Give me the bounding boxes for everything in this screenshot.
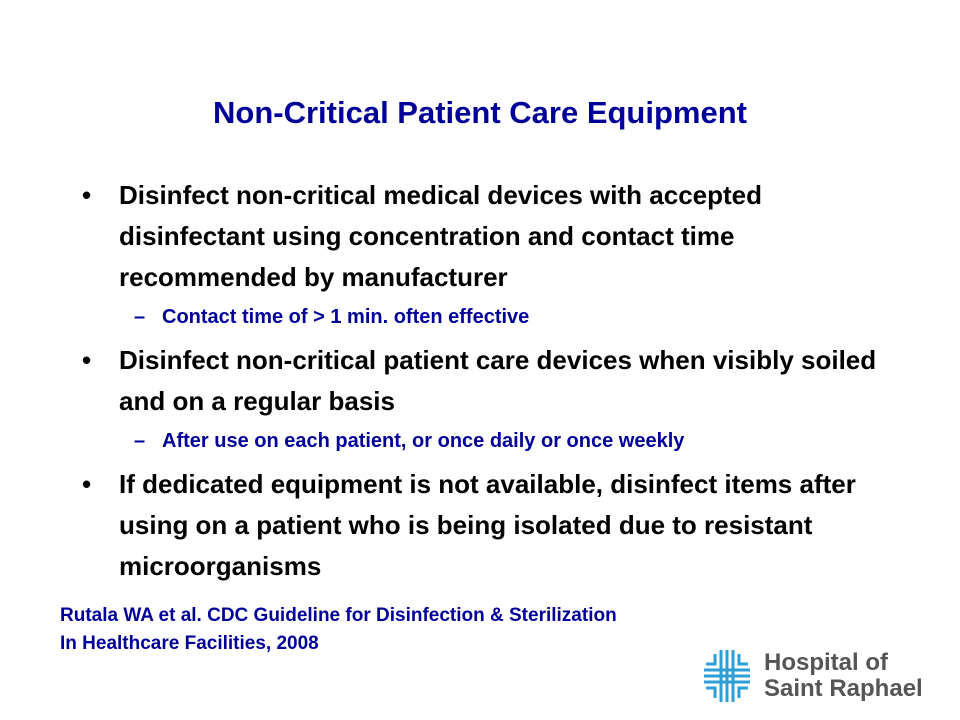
bullet-item xyxy=(82,340,882,422)
bullet-item xyxy=(82,175,882,298)
slide-title: Non-Critical Patient Care Equipment xyxy=(213,95,747,130)
citation-line-2: In Healthcare Facilities, 2008 xyxy=(60,633,319,654)
sub-bullet-marker: – xyxy=(134,430,146,452)
logo-text xyxy=(764,650,923,702)
bullet-marker: • xyxy=(82,345,92,375)
sub-bullet-marker: – xyxy=(134,306,146,328)
citation xyxy=(60,602,617,658)
logo-line-1: Hospital of xyxy=(764,649,888,676)
bullet-list xyxy=(82,175,882,587)
hospital-logo xyxy=(702,648,932,706)
logo-line-2: Saint Raphael xyxy=(764,675,923,702)
sub-bullet-text: After use on each patient, or once daily or once weekly xyxy=(162,430,685,452)
bullet-marker: • xyxy=(82,469,92,499)
hospital-cross-logo-icon xyxy=(702,648,752,704)
sub-bullet-text: Contact time of > 1 min. often effective xyxy=(162,306,530,328)
sub-bullet-item xyxy=(82,302,882,332)
bullet-text: Disinfect non-critical patient care devices when visibly soiled and on a regular basis xyxy=(119,345,877,416)
bullet-text: If dedicated equipment is not available, disinfect items after using on a patient who is being isolated due to resistant microorganisms xyxy=(119,469,856,581)
bullet-item xyxy=(82,464,882,587)
bullet-marker: • xyxy=(82,180,92,210)
citation-line-1: Rutala WA et al. CDC Guideline for Disinfection & Sterilization xyxy=(60,605,617,626)
bullet-text: Disinfect non-critical medical devices with accepted disinfectant using concentration and contact time recommended by manufacturer xyxy=(119,180,762,292)
sub-bullet-item xyxy=(82,426,882,456)
